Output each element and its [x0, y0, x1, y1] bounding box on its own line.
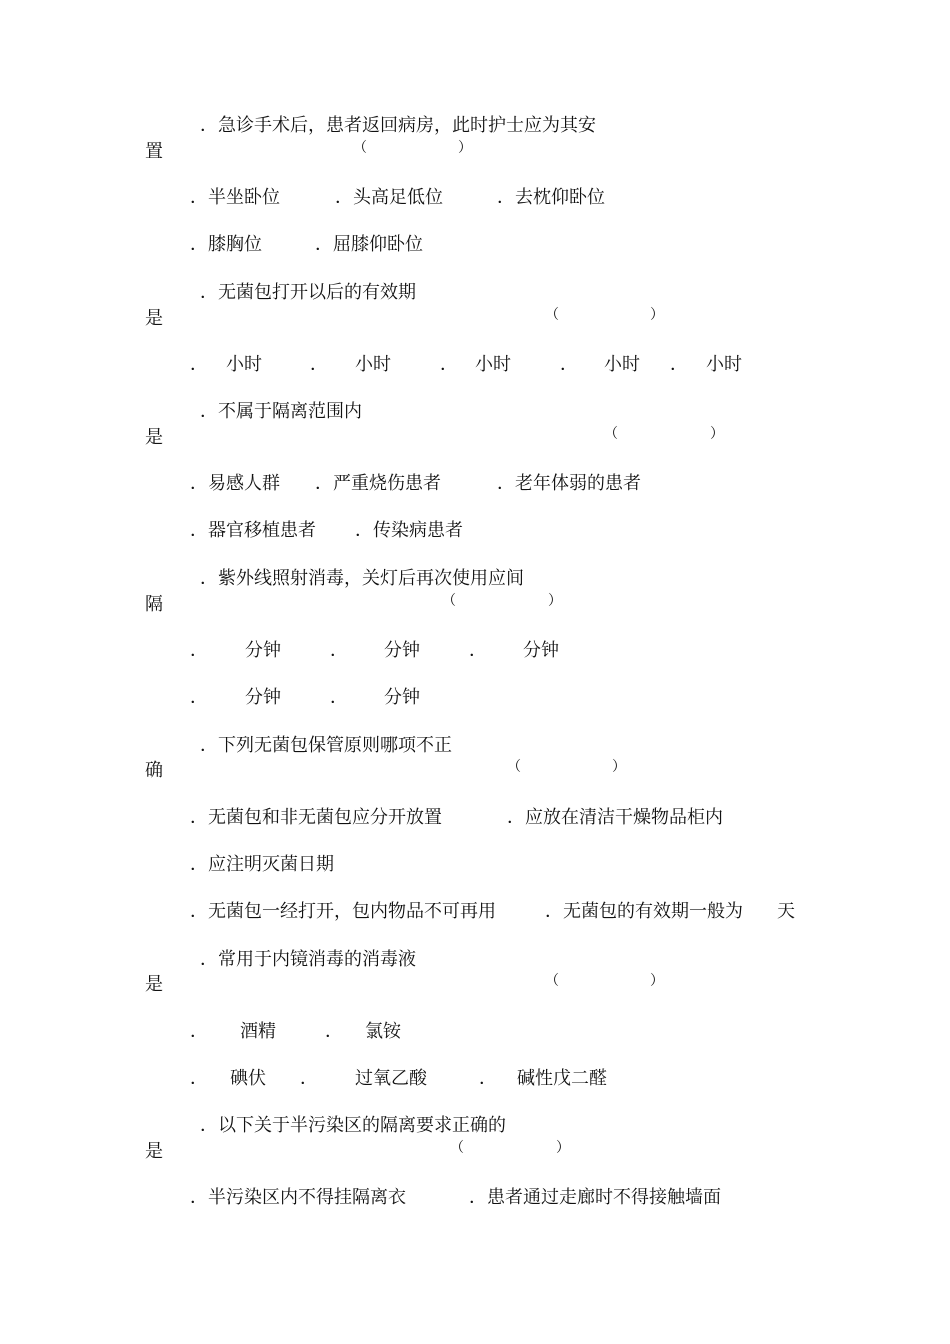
question-3-tail: 是	[145, 427, 163, 448]
question-2-option-c-dot: ．	[440, 354, 458, 375]
question-6-option-d-dot: ．	[300, 1068, 318, 1089]
question-6-paren-open: （	[545, 973, 559, 989]
question-4-option-a: 分钟	[245, 640, 281, 661]
question-4-paren-close: ）	[548, 593, 562, 609]
question-4-paren-open: （	[442, 593, 456, 609]
question-6-option-d: 过氧乙酸	[355, 1068, 427, 1089]
question-7-paren-close: ）	[556, 1140, 570, 1156]
question-2-tail: 是	[145, 308, 163, 329]
question-3-option-b: ．严重烧伤患者	[315, 473, 441, 494]
question-1-stem: ．急诊手术后，患者返回病房，此时护士应为其安	[200, 115, 596, 136]
question-6-option-b-dot: ．	[325, 1021, 343, 1042]
question-2-paren-open: （	[545, 307, 559, 323]
question-7-stem: ．以下关于半污染区的隔离要求正确的	[200, 1115, 506, 1136]
question-2-option-d-dot: ．	[560, 354, 578, 375]
question-3-paren-close: ）	[710, 426, 724, 442]
question-7-option-b: ．患者通过走廊时不得接触墙面	[469, 1187, 721, 1208]
question-6-option-c: 碘伏	[230, 1068, 266, 1089]
question-2-option-a-dot: ．	[190, 354, 208, 375]
question-1-option-d: ．膝胸位	[190, 234, 262, 255]
question-4-option-c-dot: ．	[469, 640, 487, 661]
question-3-option-d: ．器官移植患者	[190, 520, 316, 541]
question-2-option-a: 小时	[226, 354, 262, 375]
question-3-paren-open: （	[604, 426, 618, 442]
question-4-stem: ．紫外线照射消毒，关灯后再次使用应间	[200, 568, 524, 589]
question-7-tail: 是	[145, 1141, 163, 1162]
question-2-stem: ．无菌包打开以后的有效期	[200, 282, 416, 303]
question-4-option-e-dot: ．	[330, 687, 348, 708]
question-5-option-e: ．无菌包的有效期一般为	[545, 901, 743, 922]
question-7-option-a: ．半污染区内不得挂隔离衣	[190, 1187, 406, 1208]
question-2-option-b-dot: ．	[310, 354, 328, 375]
question-6-option-e: 碱性戊二醛	[517, 1068, 607, 1089]
question-4-option-d: 分钟	[245, 687, 281, 708]
question-4-option-a-dot: ．	[190, 640, 208, 661]
question-5-option-a: ．无菌包和非无菌包应分开放置	[190, 807, 442, 828]
question-1-option-c: ．去枕仰卧位	[497, 187, 605, 208]
question-1-tail: 置	[145, 141, 163, 162]
question-2-option-b: 小时	[355, 354, 391, 375]
question-2-paren-close: ）	[650, 307, 664, 323]
question-3-option-e: ．传染病患者	[355, 520, 463, 541]
question-2-option-d: 小时	[604, 354, 640, 375]
question-1-option-e: ．屈膝仰卧位	[315, 234, 423, 255]
question-6-option-c-dot: ．	[190, 1068, 208, 1089]
question-4-option-b: 分钟	[384, 640, 420, 661]
question-5-option-d: ．无菌包一经打开，包内物品不可再用	[190, 901, 496, 922]
question-6-paren-close: ）	[650, 973, 664, 989]
question-3-stem: ．不属于隔离范围内	[200, 401, 362, 422]
question-5-option-c: ．应注明灭菌日期	[190, 854, 334, 875]
question-1-option-b: ．头高足低位	[335, 187, 443, 208]
question-6-stem: ．常用于内镜消毒的消毒液	[200, 949, 416, 970]
question-5-paren-close: ）	[612, 759, 626, 775]
question-3-option-a: ．易感人群	[190, 473, 280, 494]
question-4-tail: 隔	[145, 594, 163, 615]
question-2-option-e: 小时	[706, 354, 742, 375]
question-4-option-b-dot: ．	[330, 640, 348, 661]
question-2-option-c: 小时	[475, 354, 511, 375]
question-1-paren-open: （	[353, 140, 367, 156]
question-1-option-a: ．半坐卧位	[190, 187, 280, 208]
question-3-option-c: ．老年体弱的患者	[497, 473, 641, 494]
question-4-option-c: 分钟	[523, 640, 559, 661]
question-6-option-a-dot: ．	[190, 1021, 208, 1042]
question-5-option-e-unit: 天	[777, 901, 795, 922]
question-4-option-d-dot: ．	[190, 687, 208, 708]
question-6-option-b: 氯铵	[365, 1021, 401, 1042]
question-5-option-b: ．应放在清洁干燥物品柜内	[507, 807, 723, 828]
question-7-paren-open: （	[450, 1140, 464, 1156]
question-5-stem: ．下列无菌包保管原则哪项不正	[200, 735, 452, 756]
question-4-option-e: 分钟	[384, 687, 420, 708]
question-6-option-a: 酒精	[240, 1021, 276, 1042]
question-6-tail: 是	[145, 974, 163, 995]
question-1-paren-close: ）	[458, 140, 472, 156]
question-5-tail: 确	[145, 760, 163, 781]
question-6-option-e-dot: ．	[479, 1068, 497, 1089]
question-5-paren-open: （	[507, 759, 521, 775]
question-2-option-e-dot: ．	[670, 354, 688, 375]
